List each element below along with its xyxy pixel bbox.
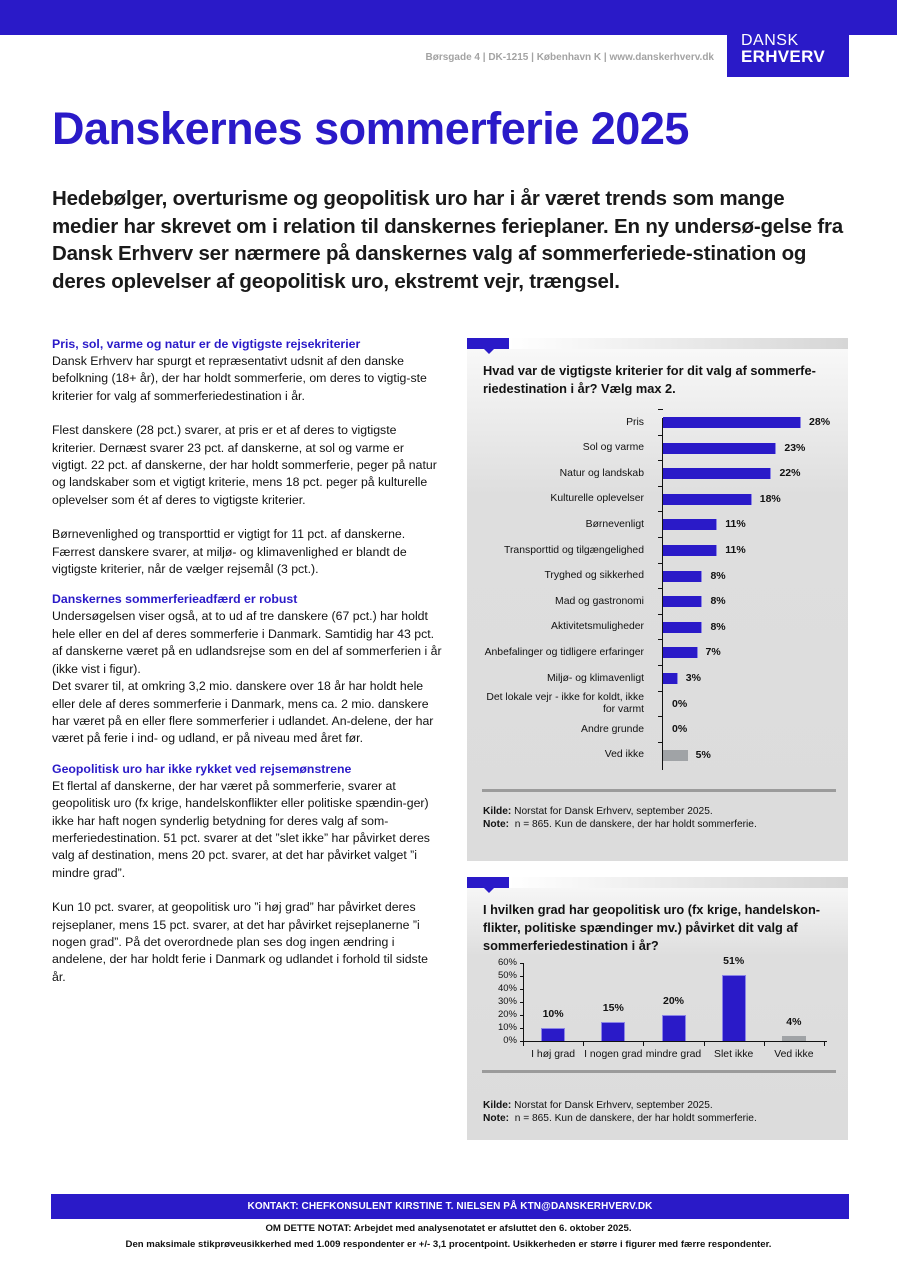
paragraph: Børnevenlighed og transporttid er vigtigt for 11 pct. af danskerne. Færrest danskere svarer, at miljø- og klimavenlighed er blandt de vigtigste kriterier, når de vælger rejsemål (3 pct.). [52, 527, 407, 577]
axis-tick [658, 537, 663, 538]
bar-label: Miljø- og klimavenligt [546, 672, 644, 684]
bar [541, 1028, 565, 1041]
bar-row [467, 461, 848, 486]
chart-title: Hvad var de vigtigste kriterier for dit valg af sommerfe-riedestination i år? Vælg max 2. [483, 363, 816, 396]
bar-label: Natur og landskab [559, 467, 644, 479]
bar-label: Børnevenligt [585, 518, 644, 530]
y-axis-tick [520, 1002, 524, 1003]
y-tick-label: 60% [497, 957, 517, 968]
x-category-label: Ved ikke [774, 1049, 814, 1060]
bar-value-label: 8% [710, 595, 726, 608]
bar-label: Ved ikke [604, 749, 644, 761]
y-tick-label: 50% [497, 970, 517, 981]
axis-tick [658, 614, 663, 615]
bar-value-label: 15% [602, 1001, 624, 1014]
bar-row [467, 640, 848, 665]
y-tick-label: 40% [497, 983, 517, 994]
bar-label: Sol og varme [582, 442, 644, 454]
bar [722, 975, 746, 1041]
axis-tick [658, 665, 663, 666]
bar-value-label: 8% [710, 569, 726, 582]
bar [663, 673, 678, 684]
bar-label: Tryghed og sikkerhed [544, 570, 644, 582]
bar-label: Kulturelle oplevelser [550, 493, 644, 505]
bar-value-label: 18% [759, 492, 781, 505]
chart-source: Kilde: Norstat for Dansk Erhverv, september 2025. [483, 1100, 713, 1111]
x-axis-tick [704, 1041, 705, 1046]
bar-row [467, 538, 848, 563]
section-heading: Geopolitisk uro har ikke rykket ved rejsemønstrene [52, 761, 352, 776]
chart-source: Kilde: Norstat for Dansk Erhverv, september 2025. [483, 806, 713, 817]
bar-value-label: 51% [723, 954, 745, 967]
bar [662, 1015, 686, 1041]
axis-tick [658, 716, 663, 717]
bar-row [467, 615, 848, 640]
contact-banner: KONTAKT: CHEFKONSULENT KIRSTINE T. NIELSEN PÅ KTN@DANSKERHVERV.DK [51, 1194, 849, 1219]
x-category-label: I høj grad [531, 1049, 576, 1060]
panel-tab-notch [484, 349, 494, 354]
bar-value-label: 10% [542, 1008, 564, 1020]
y-axis-tick [520, 963, 524, 964]
bar-value-label: 22% [779, 467, 801, 480]
axis-tick [658, 742, 663, 743]
body-text-column [52, 336, 442, 986]
y-axis-tick [520, 1015, 524, 1016]
axis-tick [658, 409, 663, 410]
axis-tick [658, 691, 663, 692]
bar-row [467, 410, 848, 435]
bar [663, 545, 717, 556]
y-tick-label: 30% [497, 996, 517, 1007]
bar [663, 519, 717, 530]
y-tick-label: 20% [497, 1009, 517, 1020]
chart-note: Note: n = 865. Kun de danskere, der har holdt sommerferie. [483, 1113, 757, 1124]
bar [663, 596, 702, 607]
bar-label: Pris [626, 416, 644, 428]
bar-label: Anbefalinger og tidligere erfaringer [484, 646, 644, 658]
x-axis-tick [643, 1041, 644, 1046]
bar-value-label: 11% [725, 518, 746, 531]
axis-tick [658, 588, 663, 589]
y-tick-label: 0% [503, 1035, 517, 1046]
paragraph: Flest danskere (28 pct.) svarer, at pris er et af deres to vigtigste kriterier. Dernæst svarer 23 pct. af danskerne, at sol og varme er vigtigt. 22 pct. af danskerne, der har holdt sommerferie, peger på natur og landskaber som et vigtigt kriterie, mens 18 pct. peger på kulturelle oplevelser som ét af deres to vigtigste kriterier. [52, 423, 437, 507]
bar-value-label: 5% [695, 748, 711, 761]
bar-row [467, 692, 848, 717]
bar-row [467, 589, 848, 614]
bar [663, 750, 688, 761]
y-tick-label: 10% [497, 1022, 517, 1033]
y-axis-tick [520, 1028, 524, 1029]
page-title: Danskernes sommerferie 2025 [52, 103, 689, 154]
x-category-label: mindre grad [645, 1049, 702, 1060]
axis-tick [658, 435, 663, 436]
bar-row [467, 436, 848, 461]
paragraph: Undersøgelsen viser også, at to ud af tre danskere (67 pct.) har holdt hele eller en del af deres sommerferie i Danmark. Samtidig har 43 pct. af danskerne været på en udlandsrejse som en del af sommerferien i år (ikke vist i figur). [52, 609, 442, 676]
axis-tick [658, 460, 663, 461]
axis-tick [658, 486, 663, 487]
paragraph: Et flertal af danskerne, der har været på sommerferie, svarer at geopolitisk uro (fx krige, handelskonflikter eller politiske spændin-ger) ikke har haft nogen synderlig betydning for deres valg af som-merferiedestination. 51 pct. svarer at det ”slet ikke” har påvirket deres valg af destination, mens 20 pct. svarer, at det har påvirket valget ”i mindre grad”. [52, 778, 430, 880]
bar [663, 647, 698, 658]
axis-tick [658, 639, 663, 640]
bar-label: Transporttid og tilgængelighed [504, 544, 644, 556]
panel-header-strip [509, 338, 848, 349]
bar [663, 494, 752, 505]
divider-rule [482, 1070, 836, 1073]
bar-value-label: 28% [809, 416, 831, 428]
bar-value-label: 11% [725, 544, 746, 556]
bar [663, 417, 801, 428]
lead-paragraph: Hedebølger, overturisme og geopolitisk uro har i år været trends som mange medier har skrevet om i relation til danskernes ferieplaner. En ny undersø-gelse fra Dansk Erhverv ser nærmere på danskernes valg af sommerferiede-stination og deres oplevelser af geopolitisk uro, ekstremt vejr, trængsel. [52, 187, 843, 293]
bar [663, 468, 771, 479]
bar-row [467, 564, 848, 589]
x-axis-tick [583, 1041, 584, 1046]
paragraph: Kun 10 pct. svarer, at geopolitisk uro ”i høj grad” har påvirket deres rejseplaner, mens 15 pct. svarer, at det har påvirket rejseplanerne ”i nogen grad”. På det overordnede plan ses dog ingen ændring i andelene, der har holdt ferie i Danmark og udlandet i forhold til sidste år. [52, 900, 428, 984]
bar [601, 1022, 625, 1042]
x-axis-tick [764, 1041, 765, 1046]
bar-value-label: 20% [662, 995, 684, 1007]
x-axis-tick [824, 1041, 825, 1046]
divider-rule [482, 789, 836, 792]
chart-note: Note: n = 865. Kun de danskere, der har holdt sommerferie. [483, 819, 757, 830]
about-note-line1: OM DETTE NOTAT: Arbejdet med analysenotatet er afsluttet den 6. oktober 2025. [265, 1223, 632, 1234]
bar-row [467, 743, 848, 768]
bar-row [467, 512, 848, 537]
axis-tick [658, 511, 663, 512]
bar-row [467, 666, 848, 691]
bar [663, 571, 702, 582]
bar [663, 443, 776, 454]
bar [663, 622, 702, 633]
x-category-label: Slet ikke [714, 1049, 754, 1060]
bar-value-label: 7% [705, 646, 721, 659]
dansk-erhverv-logo [727, 32, 849, 77]
section-heading: Pris, sol, varme og natur er de vigtigste rejsekriterier [52, 337, 361, 351]
chart-x-axis [523, 1041, 827, 1042]
bar-label: Andre grunde [581, 723, 644, 735]
y-axis-tick [520, 989, 524, 990]
paragraph: Det svarer til, at omkring 3,2 mio. danskere over 18 år har holdt hele eller dele af deres sommerferie i Danmark, mens ca. 2 mio. danskere har været på en eller flere sommerferier i udlandet. An-delene, der har været på ferie i ind- og udland, er på niveau med året før. [52, 679, 434, 746]
bar-row [467, 487, 848, 512]
about-note-line2: Den maksimale stikprøveusikkerhed med 1.009 respondenter er +/- 3,1 procentpoint. Usikkerheden er større i figurer med færre respondenter. [125, 1239, 772, 1250]
bar [782, 1036, 806, 1041]
bar-value-label: 3% [685, 672, 701, 684]
bar-value-label: 8% [710, 620, 726, 633]
bar-row [467, 717, 848, 742]
section-heading: Danskernes sommerferieadfærd er robust [52, 592, 298, 607]
bar-value-label: 4% [786, 1015, 802, 1028]
logo-line-erhverv: ERHVERV [741, 47, 825, 66]
chart-title: I hvilken grad har geopolitisk uro (fx krige, handelskon-flikter, politiske spændinger mv.) påvirket dit valg af sommerferiedestination i år? [483, 902, 821, 953]
panel-tab-marker [467, 338, 509, 349]
top-brand-band [0, 0, 897, 35]
x-category-label: I nogen grad [584, 1049, 643, 1060]
criteria-chart-panel [467, 338, 848, 861]
logo-line-dansk: DANSK [741, 32, 799, 49]
address-line: Børsgade 4 | DK-1215 | København K | www.danskerhverv.dk [425, 52, 714, 63]
bar-label: Det lokale vejr - ikke for koldt, ikke for varmt [486, 692, 644, 716]
y-axis-tick [520, 976, 524, 977]
geopolitics-chart-panel [467, 877, 848, 1140]
bar-label: Aktivitetsmuligheder [551, 621, 644, 633]
paragraph: Dansk Erhverv har spurgt et repræsentativt udsnit af den danske befolkning (18+ år), der har holdt sommerferie, om deres to vigtig-ste kriterier for valg af sommerferiedestination i år. [52, 354, 427, 403]
axis-tick [658, 563, 663, 564]
bar-value-label: 0% [672, 697, 688, 710]
bar-value-label: 0% [672, 723, 688, 736]
bar-value-label: 23% [784, 441, 806, 454]
x-axis-tick [523, 1041, 524, 1046]
bar-label: Mad og gastronomi [555, 595, 644, 607]
